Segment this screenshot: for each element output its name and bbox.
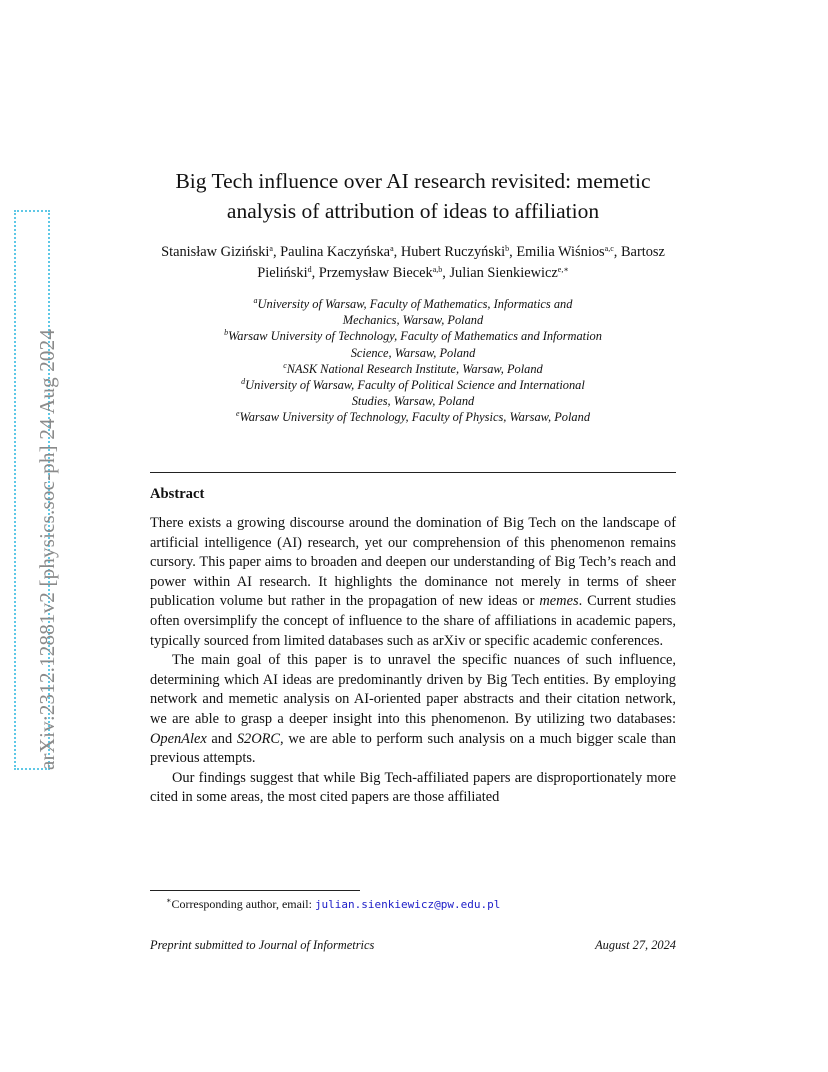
abstract-heading: Abstract xyxy=(150,486,205,502)
affiliation-list xyxy=(150,296,676,426)
paper-title xyxy=(150,166,676,226)
affiliation: $^d$University of Warsaw, Faculty of Political Science and International Studies, Warsaw, Poland xyxy=(241,377,585,409)
affiliation: $^a$University of Warsaw, Faculty of Mathematics, Informatics and Mechanics, Warsaw, Poland xyxy=(253,296,573,328)
email-link[interactable]: julian.sienkiewicz@pw.edu.pl xyxy=(314,898,501,911)
author: Przemysław Biecek$^{a,b}$, xyxy=(318,265,450,281)
author: Stanisław Giziński$^a$, xyxy=(161,244,281,260)
abstract-body xyxy=(150,514,676,808)
abstract-paragraph-2: The main goal of this paper is to unravel the specific nuances of such influence, determining which AI ideas are predominantly driven by Big Tech entities. By employing network and memetic analysis on AI-oriented paper abstracts and their citation network, we are able to grasp a deeper insight into this phenomenon. By utilizing two databases: OpenAlex and S2ORC, we are able to perform such analysis on a much bigger scale than previous attempts. xyxy=(150,652,676,767)
abstract-paragraph-1: There exists a growing discourse around the domination of Big Tech on the landscape of artificial intelligence (AI) research, yet our comprehension of this phenomenon remains cursory. This paper aims to broaden and deepen our understanding of Big Tech’s reach and power within AI research. It highlights the dominance not merely in terms of sheer publication volume but rather in the propagation of new ideas or memes. Current studies often oversimplify the concept of influence to the share of affiliations in academic papers, typically sourced from limited databases such as arXiv or specific academic conferences. xyxy=(150,515,677,649)
arxiv-sidebar-label: arXiv:2312.12881v2 [physics.soc-ph] 24 Aug 2024 xyxy=(35,328,59,770)
title-line-2: analysis of attribution of ideas to affiliation xyxy=(226,199,600,223)
affiliation: $^e$Warsaw University of Technology, Faculty of Physics, Warsaw, Poland xyxy=(235,409,591,425)
abstract-top-rule xyxy=(150,472,676,473)
affiliation: $^c$NASK National Research Institute, Warsaw, Poland xyxy=(283,360,543,376)
author: Bartosz Pieliński$^d$, xyxy=(257,244,665,281)
author: Paulina Kaczyńska$^a$, xyxy=(280,244,401,260)
author: Julian Sienkiewicz$^{e,∗}$ xyxy=(449,265,569,281)
footnote: ∗Corresponding author, email: julian.sienkiewicz@pw.edu.pl xyxy=(166,896,501,911)
title-line-1: Big Tech influence over AI research revisited: memetic xyxy=(175,169,651,193)
preprint-note: Preprint submitted to Journal of Informetrics xyxy=(150,938,375,952)
abstract-paragraph-3: Our findings suggest that while Big Tech-affiliated papers are disproportionately more cited in some areas, the most cited papers are those affiliated xyxy=(150,769,676,806)
affiliation: $^b$Warsaw University of Technology, Faculty of Mathematics and Information Science, Warsaw, Poland xyxy=(224,328,602,360)
author-list xyxy=(150,242,676,284)
author: Emilia Wiśnios$^{a,c}$, xyxy=(516,244,621,260)
author: Hubert Ruczyński$^b$, xyxy=(400,244,517,260)
footnote-rule xyxy=(150,890,360,891)
preprint-date: August 27, 2024 xyxy=(595,938,676,952)
